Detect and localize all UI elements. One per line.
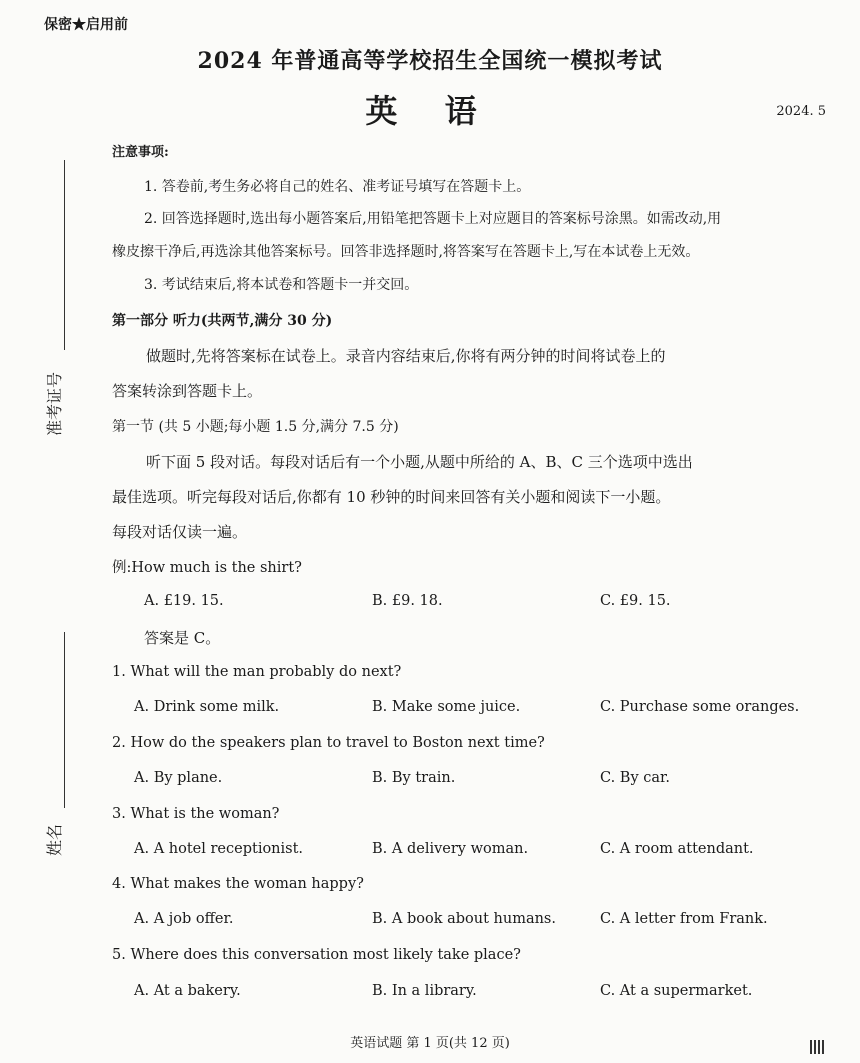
question-4-option-b: B. A book about humans. [372,911,556,927]
example-option-c: C. £9. 15. [600,593,671,609]
notice-item-3: 3. 考试结束后,将本试卷和答题卡一并交回。 [144,277,419,293]
question-4: 4. What makes the woman happy? [112,876,364,892]
section1-instructions-3: 每段对话仅读一遍。 [112,523,248,541]
question-4-option-a: A. A job offer. [134,911,234,927]
question-5-option-c: C. At a supermarket. [600,983,753,999]
question-3-option-b: B. A delivery woman. [372,841,529,857]
question-5-option-a: A. At a bakery. [134,983,241,999]
question-2: 2. How do the speakers plan to travel to Boston next time? [112,735,545,751]
question-1-option-c: C. Purchase some oranges. [600,699,800,715]
question-3: 3. What is the woman? [112,806,280,822]
section1-instructions-2: 最佳选项。听完每段对话后,你都有 10 秒钟的时间来回答有关小题和阅读下一小题。 [112,488,671,506]
question-3-option-a: A. A hotel receptionist. [134,841,304,857]
question-2-option-b: B. By train. [372,770,456,786]
question-1: 1. What will the man probably do next? [112,664,402,680]
question-1-option-a: A. Drink some milk. [134,699,280,715]
page-footer: 英语试题 第 1 页(共 12 页) [350,1036,510,1051]
name-label: 姓名 [45,823,64,856]
notice-item-2: 2. 回答选择题时,选出每小题答案后,用铅笔把答题卡上对应题目的答案标号涂黑。如需改动,用 [144,211,722,227]
notice-item-1: 1. 答卷前,考生务必将自己的姓名、准考证号填写在答题卡上。 [144,179,531,195]
question-5-option-b: B. In a library. [372,983,477,999]
question-1-option-b: B. Make some juice. [372,699,521,715]
question-2-option-a: A. By plane. [134,770,223,786]
exam-title: 2024 年普通高等学校招生全国统一模拟考试 [197,48,663,74]
exam-date: 2024. 5 [776,104,826,119]
section1-instructions: 听下面 5 段对话。每段对话后有一个小题,从题中所给的 A、B、C 三个选项中选出 [146,453,693,471]
notice-heading: 注意事项: [112,145,169,160]
example-question: 例:How much is the shirt? [112,560,302,576]
example-answer: 答案是 C。 [144,629,221,647]
example-option-b: B. £9. 18. [372,593,443,609]
question-2-option-c: C. By car. [600,770,670,786]
section1-heading: 第一节 (共 5 小题;每小题 1.5 分,满分 7.5 分) [112,419,399,435]
question-3-option-c: C. A room attendant. [600,841,754,857]
part1-heading: 第一部分 听力(共两节,满分 30 分) [112,313,333,329]
part1-intro-cont: 答案转涂到答题卡上。 [112,382,263,400]
qr-code-icon [810,1040,824,1054]
exam-id-label: 准考证号 [45,371,64,436]
question-4-option-c: C. A letter from Frank. [600,911,768,927]
example-option-a: A. £19. 15. [144,593,224,609]
question-5: 5. Where does this conversation most likely take place? [112,947,521,963]
confidential-label: 保密★启用前 [44,17,128,33]
notice-item-2-cont: 橡皮擦干净后,再选涂其他答案标号。回答非选择题时,将答案写在答题卡上,写在本试卷上无效。 [112,244,700,260]
exam-id-line [64,160,65,350]
part1-intro: 做题时,先将答案标在试卷上。录音内容结束后,你将有两分钟的时间将试卷上的 [146,347,666,365]
name-line [64,632,65,808]
subject-title: 英 语 [365,92,495,130]
